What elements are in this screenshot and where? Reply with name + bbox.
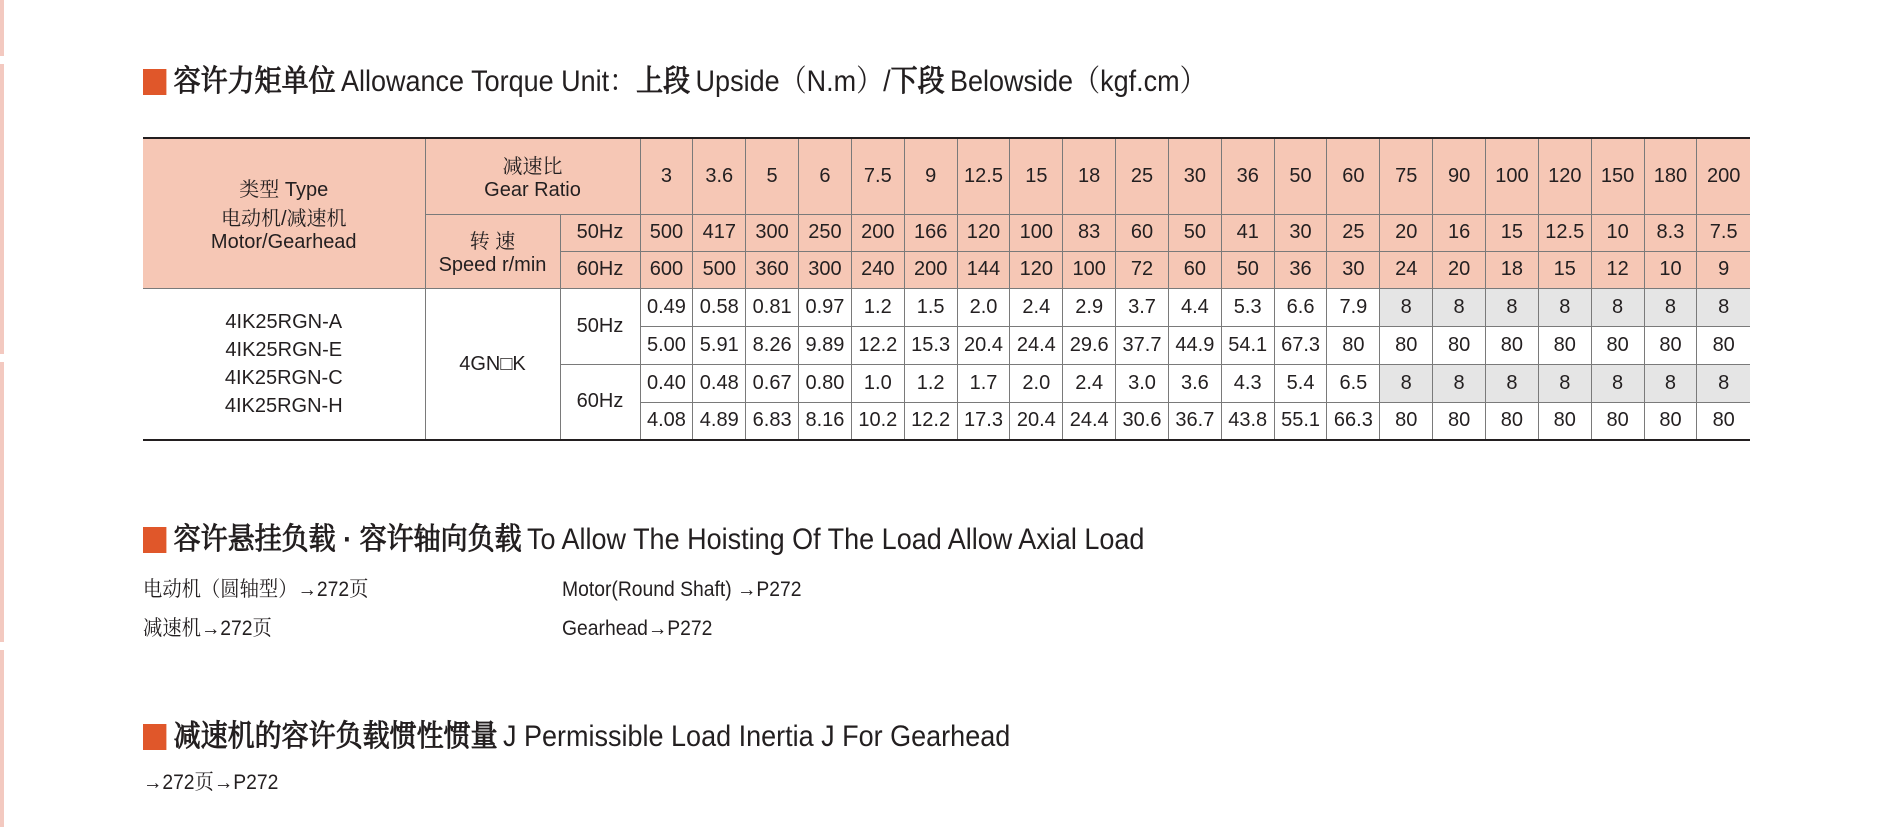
gear-ratio-cell: 75	[1380, 138, 1433, 214]
type-header-label: 类型 Type	[239, 178, 329, 201]
speed-50hz-label: 50Hz	[560, 214, 640, 251]
section-title-load	[143, 522, 1144, 558]
torque-cell: 4.3	[1221, 364, 1274, 402]
motor-model: 4IK25RGN-A	[225, 310, 343, 333]
torque-cell: 80	[1644, 326, 1697, 364]
speed-60hz-label: 60Hz	[560, 251, 640, 288]
speed-50hz-cell: 7.5	[1697, 214, 1750, 251]
speed-label: 转 速	[469, 231, 516, 253]
torque-cell: 8.26	[746, 326, 799, 364]
torque-cell: 8	[1380, 364, 1433, 402]
square-bullet-icon	[143, 527, 166, 553]
speed-50hz-cell: 25	[1327, 214, 1380, 251]
torque-cell: 17.3	[957, 402, 1010, 440]
gear-ratio-cell: 36	[1221, 138, 1274, 214]
section-title-en: Allowance Torque Unit：	[341, 65, 637, 98]
torque-cell: 8	[1433, 364, 1486, 402]
torque-cell: 55.1	[1274, 402, 1327, 440]
speed-header	[425, 214, 560, 288]
torque-cell: 80	[1486, 402, 1539, 440]
gear-ratio-cell: 60	[1327, 138, 1380, 214]
speed-60hz-cell: 200	[904, 251, 957, 288]
torque-cell: 0.49	[640, 288, 693, 326]
gear-ratio-cell: 3.6	[693, 138, 746, 214]
torque-cell: 36.7	[1168, 402, 1221, 440]
torque-cell: 3.7	[1116, 288, 1169, 326]
torque-cell: 8	[1644, 364, 1697, 402]
speed-60hz-cell: 50	[1221, 251, 1274, 288]
speed-label: Speed r/min	[438, 254, 547, 276]
type-header-label: 电动机/减速机	[220, 207, 347, 230]
torque-cell: 43.8	[1221, 402, 1274, 440]
motor-models	[143, 288, 425, 440]
torque-cell: 8	[1380, 288, 1433, 326]
torque-cell: 80	[1538, 326, 1591, 364]
speed-50hz-cell: 417	[693, 214, 746, 251]
torque-table	[143, 137, 1750, 441]
gear-ratio-cell: 7.5	[851, 138, 904, 214]
speed-60hz-cell: 72	[1116, 251, 1169, 288]
torque-cell: 2.9	[1063, 288, 1116, 326]
torque-cell: 80	[1380, 326, 1433, 364]
torque-cell: 0.97	[799, 288, 852, 326]
torque-cell: 0.58	[693, 288, 746, 326]
speed-60hz-cell: 240	[851, 251, 904, 288]
gearhead-note-en: Gearhead→P272	[562, 617, 713, 640]
speed-60hz-cell: 18	[1486, 251, 1539, 288]
type-header	[143, 138, 425, 288]
speed-50hz-cell: 83	[1063, 214, 1116, 251]
section-title-en: J Permissible Load Inertia J For Gearhead	[503, 720, 1011, 753]
torque-cell: 80	[1433, 326, 1486, 364]
motor-model: 4IK25RGN-E	[225, 338, 343, 361]
torque-cell: 80	[1591, 326, 1644, 364]
torque-cell: 80	[1644, 402, 1697, 440]
speed-50hz-cell: 200	[851, 214, 904, 251]
torque-cell: 8	[1591, 288, 1644, 326]
torque-cell: 20.4	[1010, 402, 1063, 440]
torque-cell: 0.80	[799, 364, 852, 402]
motor-note-en: Motor(Round Shaft) →P272	[562, 578, 802, 601]
torque-cell: 80	[1486, 326, 1539, 364]
torque-cell: 8	[1486, 364, 1539, 402]
torque-cell: 80	[1538, 402, 1591, 440]
gear-ratio-cell: 5	[746, 138, 799, 214]
torque-cell: 80	[1327, 326, 1380, 364]
torque-cell: 66.3	[1327, 402, 1380, 440]
gearhead-model: 4GN□K	[425, 288, 560, 440]
torque-cell: 9.89	[799, 326, 852, 364]
edge-mark	[0, 362, 4, 642]
edge-mark	[0, 64, 4, 354]
torque-cell: 0.40	[640, 364, 693, 402]
speed-50hz-cell: 60	[1116, 214, 1169, 251]
speed-60hz-cell: 36	[1274, 251, 1327, 288]
gear-ratio-cell: 25	[1116, 138, 1169, 214]
torque-cell: 2.4	[1010, 288, 1063, 326]
speed-60hz-cell: 9	[1697, 251, 1750, 288]
torque-cell: 80	[1380, 402, 1433, 440]
speed-60hz-cell: 10	[1644, 251, 1697, 288]
torque-cell: 80	[1433, 402, 1486, 440]
section-title-upside-cn: 上段	[636, 65, 691, 98]
torque-cell: 15.3	[904, 326, 957, 364]
torque-cell: 4.89	[693, 402, 746, 440]
speed-60hz-cell: 300	[799, 251, 852, 288]
torque-cell: 3.0	[1116, 364, 1169, 402]
torque-cell: 2.0	[957, 288, 1010, 326]
gear-ratio-cell: 3	[640, 138, 693, 214]
torque-cell: 2.0	[1010, 364, 1063, 402]
torque-cell: 10.2	[851, 402, 904, 440]
gear-ratio-cell: 6	[799, 138, 852, 214]
torque-cell: 80	[1697, 402, 1750, 440]
torque-cell: 8	[1591, 364, 1644, 402]
torque-cell: 0.81	[746, 288, 799, 326]
torque-cell: 1.0	[851, 364, 904, 402]
type-header-label: Motor/Gearhead	[210, 230, 357, 253]
section-title-inertia	[143, 719, 1010, 755]
square-bullet-icon	[143, 724, 166, 750]
gear-ratio-cell: 90	[1433, 138, 1486, 214]
speed-60hz-cell: 15	[1538, 251, 1591, 288]
torque-cell: 8	[1486, 288, 1539, 326]
torque-cell: 67.3	[1274, 326, 1327, 364]
speed-60hz-cell: 60	[1168, 251, 1221, 288]
edge-mark	[0, 0, 4, 56]
square-bullet-icon	[143, 69, 166, 95]
torque-cell: 5.91	[693, 326, 746, 364]
torque-cell: 0.48	[693, 364, 746, 402]
speed-60hz-cell: 12	[1591, 251, 1644, 288]
speed-60hz-cell: 360	[746, 251, 799, 288]
section-title-en: To Allow The Hoisting Of The Load Allow Axial Load	[527, 523, 1145, 556]
torque-cell: 8	[1697, 288, 1750, 326]
gear-ratio-cell: 120	[1538, 138, 1591, 214]
speed-50hz-cell: 15	[1486, 214, 1539, 251]
motor-model: 4IK25RGN-H	[224, 394, 343, 417]
torque-cell: 12.2	[851, 326, 904, 364]
speed-60hz-cell: 144	[957, 251, 1010, 288]
section-title-cn: 容许力矩单位	[173, 65, 336, 98]
section-title-upside-en: Upside（N.m）/	[695, 65, 891, 98]
torque-cell: 5.00	[640, 326, 693, 364]
torque-cell: 24.4	[1063, 402, 1116, 440]
speed-50hz-cell: 20	[1380, 214, 1433, 251]
speed-50hz-cell: 12.5	[1538, 214, 1591, 251]
torque-cell: 30.6	[1116, 402, 1169, 440]
torque-cell: 1.2	[904, 364, 957, 402]
motor-note-cn: 电动机（圆轴型）→272页	[143, 578, 369, 601]
gear-ratio-cell: 50	[1274, 138, 1327, 214]
gear-ratio-cell: 100	[1486, 138, 1539, 214]
gearhead-note-cn: 减速机→272页	[143, 617, 272, 640]
speed-60hz-cell: 600	[640, 251, 693, 288]
torque-cell: 8	[1697, 364, 1750, 402]
torque-cell: 7.9	[1327, 288, 1380, 326]
torque-cell: 20.4	[957, 326, 1010, 364]
torque-cell: 8	[1538, 288, 1591, 326]
speed-50hz-cell: 8.3	[1644, 214, 1697, 251]
speed-50hz-cell: 300	[746, 214, 799, 251]
speed-50hz-cell: 10	[1591, 214, 1644, 251]
speed-60hz-cell: 120	[1010, 251, 1063, 288]
torque-cell: 37.7	[1116, 326, 1169, 364]
torque-cell: 44.9	[1168, 326, 1221, 364]
torque-cell: 3.6	[1168, 364, 1221, 402]
speed-60hz-cell: 20	[1433, 251, 1486, 288]
gear-ratio-cell: 150	[1591, 138, 1644, 214]
torque-cell: 54.1	[1221, 326, 1274, 364]
torque-cell: 80	[1591, 402, 1644, 440]
speed-50hz-cell: 16	[1433, 214, 1486, 251]
speed-50hz-cell: 250	[799, 214, 852, 251]
gear-ratio-cell: 18	[1063, 138, 1116, 214]
gear-ratio-cell: 9	[904, 138, 957, 214]
torque-cell: 8	[1433, 288, 1486, 326]
gear-ratio-cell: 30	[1168, 138, 1221, 214]
torque-cell: 80	[1697, 326, 1750, 364]
torque-cell: 5.3	[1221, 288, 1274, 326]
edge-mark	[0, 650, 4, 827]
gear-ratio-label: Gear Ratio	[484, 179, 581, 202]
speed-50hz-cell: 500	[640, 214, 693, 251]
torque-cell: 6.6	[1274, 288, 1327, 326]
section-title-belowside-cn: 下段	[890, 65, 945, 98]
gear-ratio-cell: 180	[1644, 138, 1697, 214]
motor-model: 4IK25RGN-C	[224, 366, 343, 389]
speed-50hz-cell: 120	[957, 214, 1010, 251]
gear-ratio-cell: 12.5	[957, 138, 1010, 214]
torque-cell: 1.2	[851, 288, 904, 326]
speed-60hz-cell: 500	[693, 251, 746, 288]
torque-cell: 8	[1538, 364, 1591, 402]
section-title-cn: 容许悬挂负载 · 容许轴向负载	[173, 523, 522, 556]
speed-50hz-cell: 50	[1168, 214, 1221, 251]
gear-ratio-cell: 15	[1010, 138, 1063, 214]
speed-60hz-cell: 30	[1327, 251, 1380, 288]
torque-50hz-label: 50Hz	[560, 288, 640, 364]
inertia-note: →272页→P272	[143, 771, 279, 794]
section-title-torque	[143, 64, 1207, 100]
torque-cell: 8.16	[799, 402, 852, 440]
speed-50hz-cell: 30	[1274, 214, 1327, 251]
torque-cell: 12.2	[904, 402, 957, 440]
torque-cell: 0.67	[746, 364, 799, 402]
torque-cell: 29.6	[1063, 326, 1116, 364]
torque-cell: 6.83	[746, 402, 799, 440]
torque-cell: 8	[1644, 288, 1697, 326]
torque-cell: 6.5	[1327, 364, 1380, 402]
gear-ratio-header	[425, 138, 640, 214]
torque-cell: 4.08	[640, 402, 693, 440]
torque-60hz-label: 60Hz	[560, 364, 640, 440]
torque-cell: 1.7	[957, 364, 1010, 402]
gear-ratio-cell: 200	[1697, 138, 1750, 214]
torque-cell: 1.5	[904, 288, 957, 326]
torque-cell: 24.4	[1010, 326, 1063, 364]
speed-60hz-cell: 24	[1380, 251, 1433, 288]
torque-cell: 5.4	[1274, 364, 1327, 402]
section-title-cn: 减速机的容许负载惯性惯量	[173, 720, 498, 753]
section-title-belowside-en: Belowside（kgf.cm）	[950, 65, 1207, 98]
speed-50hz-cell: 166	[904, 214, 957, 251]
torque-cell: 4.4	[1168, 288, 1221, 326]
speed-50hz-cell: 100	[1010, 214, 1063, 251]
torque-cell: 2.4	[1063, 364, 1116, 402]
speed-60hz-cell: 100	[1063, 251, 1116, 288]
speed-50hz-cell: 41	[1221, 214, 1274, 251]
gear-ratio-label: 减速比	[502, 156, 563, 179]
